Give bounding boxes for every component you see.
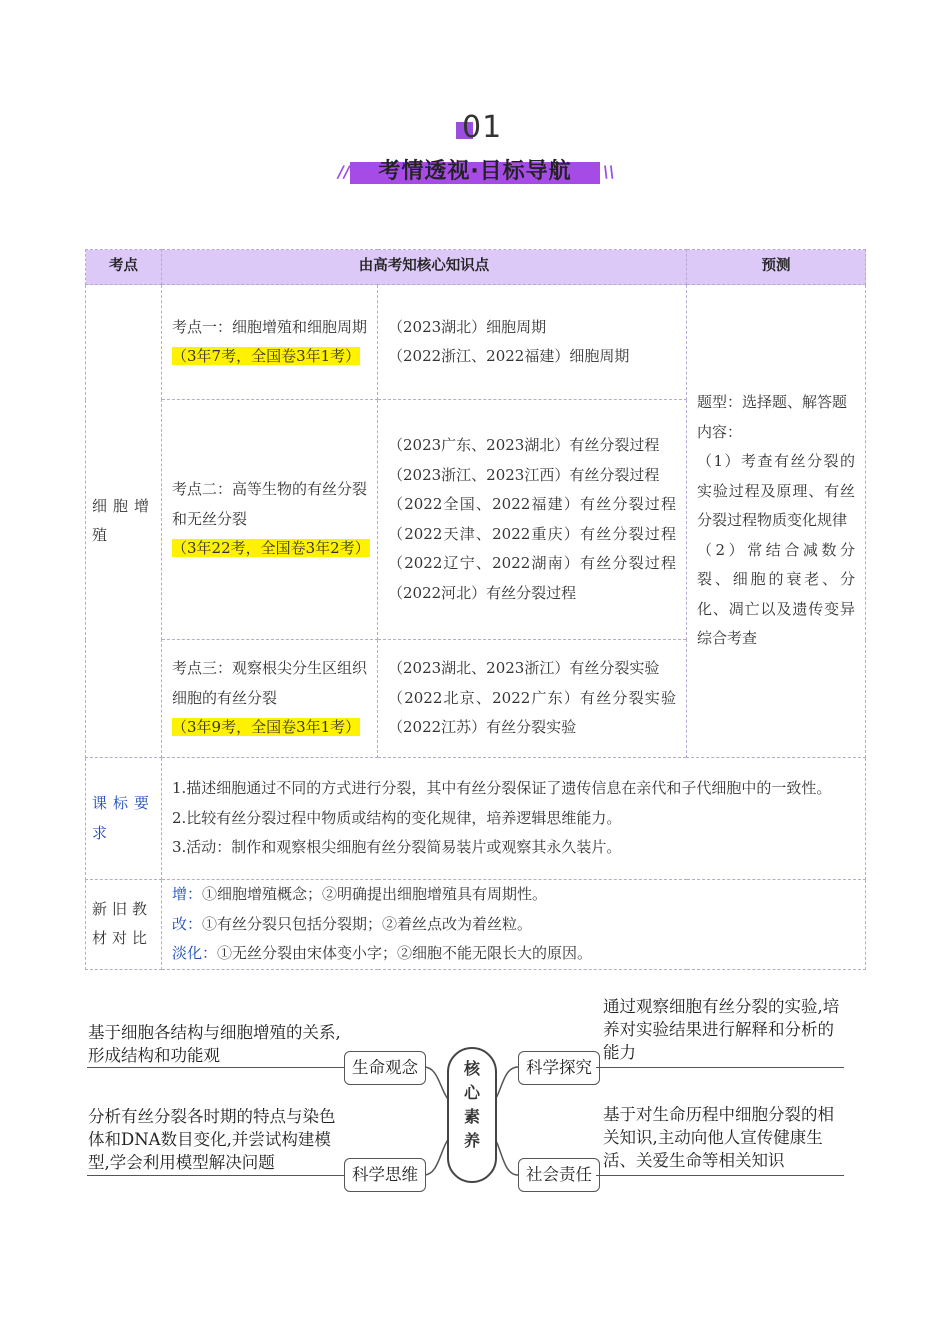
branch-label: 生命观念: [344, 1051, 426, 1085]
textbook-text: ①细胞增殖概念；②明确提出细胞增殖具有周期性。: [202, 885, 548, 903]
table-header-row: [86, 250, 866, 285]
core-literacy-node: 核心素养: [447, 1047, 497, 1183]
prediction-type: 题型：选择题、解答题: [697, 393, 848, 412]
branch-line: [87, 1175, 347, 1176]
prediction-item: （1）考查有丝分裂的实验过程及原理、有丝分裂过程物质变化规律: [697, 452, 855, 530]
header-cell: 预测: [687, 250, 866, 285]
knowledge-cell: [378, 640, 687, 758]
branch-label: 科学思维: [344, 1158, 426, 1192]
textbook-tag: 淡化：: [172, 944, 218, 962]
slash-decoration-left: //: [338, 162, 350, 181]
knowledge-item: （2022全国、2022福建）有丝分裂过程（2022天津、2022重庆）有丝分裂过程（2022辽宁、2022湖南）有丝分裂过程（2022河北）有丝分裂过程: [388, 495, 676, 602]
knowledge-item: （2023湖北）细胞周期: [388, 317, 547, 336]
textbook-tag: 改：: [172, 914, 203, 933]
textbook-cell: [162, 880, 866, 970]
header-cell: 考点: [86, 250, 162, 285]
branch-label: 社会责任: [518, 1158, 600, 1192]
exam-point-cell: [162, 285, 378, 400]
branch-text: 分析有丝分裂各时期的特点与染色体和DNA数目变化,并尝试构建模型,学会利用模型解决问题: [88, 1107, 336, 1172]
knowledge-cell: [378, 400, 687, 640]
knowledge-item: （2023广东、2023湖北）有丝分裂过程: [388, 436, 660, 454]
curriculum-cell: [162, 758, 866, 880]
exam-point-title: 考点一：细胞增殖和细胞周期: [172, 317, 368, 336]
textbook-label: 新旧教材对比: [86, 880, 162, 970]
branch-line: [87, 1067, 347, 1068]
branch-label: 科学探究: [518, 1051, 600, 1085]
exam-point-stat: （3年7考，全国卷3年1考）: [172, 347, 361, 365]
branch-line: [596, 1067, 844, 1068]
core-literacy-mindmap: [0, 985, 950, 1215]
prediction-item: （2）常结合减数分裂、细胞的衰老、分化、凋亡以及遗传变异综合考查: [697, 540, 855, 648]
textbook-row: [172, 910, 855, 940]
textbook-text: ①有丝分裂只包括分裂期；②着丝点改为着丝粒。: [202, 914, 533, 933]
header-cell: 由高考知核心知识点: [162, 250, 687, 285]
prediction-content-label: 内容：: [697, 422, 743, 441]
exam-point-title: 考点二：高等生物的有丝分裂和无丝分裂: [172, 480, 368, 528]
knowledge-item: （2023湖北、2023浙江）有丝分裂实验: [388, 659, 660, 678]
curriculum-item: 2.比较有丝分裂过程中物质或结构的变化规律，培养逻辑思维能力。: [172, 808, 622, 827]
exam-point-title: 考点三：观察根尖分生区组织细胞的有丝分裂: [172, 659, 368, 707]
branch-text: 通过观察细胞有丝分裂的实验,培养对实验结果进行解释和分析的能力: [603, 997, 840, 1062]
section-header: [0, 108, 950, 198]
section-label: 细胞增殖: [86, 285, 162, 758]
table-row: [86, 758, 866, 880]
textbook-text: ①无丝分裂由宋体变小字；②细胞不能无限长大的原因。: [217, 944, 593, 962]
exam-analysis-table: [85, 249, 866, 970]
table-row: [86, 880, 866, 970]
section-title: 考情透视·目标导航: [378, 159, 572, 184]
textbook-tag: 增：: [172, 885, 203, 903]
section-number: 01: [462, 110, 503, 145]
exam-point-stat: （3年22考，全国卷3年2考）: [172, 539, 370, 558]
exam-point-cell: [162, 640, 378, 758]
knowledge-item: （2023浙江、2023江西）有丝分裂过程: [388, 465, 660, 484]
knowledge-item: （2022浙江、2022福建）细胞周期: [388, 347, 630, 365]
curriculum-item: 1.描述细胞通过不同的方式进行分裂，其中有丝分裂保证了遗传信息在亲代和子代细胞中的一致性。: [172, 779, 832, 798]
knowledge-item: （2022北京、2022广东）有丝分裂实验（2022江苏）有丝分裂实验: [388, 688, 676, 737]
branch-text: 基于细胞各结构与细胞增殖的关系,形成结构和功能观: [88, 1023, 341, 1065]
textbook-row: [172, 880, 855, 910]
exam-point-cell: [162, 400, 378, 640]
branch-line: [596, 1175, 844, 1176]
curriculum-item: 3.活动：制作和观察根尖细胞有丝分裂简易装片或观察其永久装片。: [172, 838, 622, 857]
exam-point-stat: （3年9考，全国卷3年1考）: [172, 718, 361, 737]
table-row: [86, 285, 866, 400]
textbook-row: [172, 939, 855, 969]
curriculum-label: 课标要求: [86, 758, 162, 880]
branch-text: 基于对生命历程中细胞分裂的相关知识,主动向他人宣传健康生活、关爱生命等相关知识: [603, 1105, 834, 1170]
slash-decoration-right: \\: [603, 162, 615, 181]
prediction-cell: [687, 285, 866, 758]
knowledge-cell: [378, 285, 687, 400]
